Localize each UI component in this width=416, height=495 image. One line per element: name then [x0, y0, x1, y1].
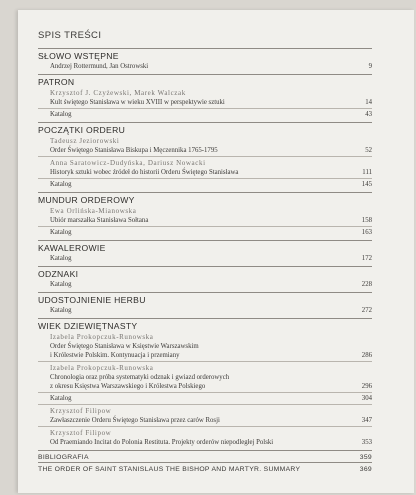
- catalog-entry: [38, 392, 372, 403]
- section-heading: [38, 465, 372, 474]
- page-number: 296: [361, 383, 372, 390]
- entry-title: Katalog: [50, 281, 72, 288]
- page-number: 158: [361, 217, 372, 224]
- entry-title: Katalog: [50, 395, 72, 402]
- page-number: 353: [361, 439, 372, 446]
- entry-title: z okresu Księstwa Warszawskiego i Królestwa Polskiego: [50, 383, 206, 390]
- entry-line: [50, 382, 372, 391]
- toc-section: [38, 450, 372, 462]
- catalog-entry: [38, 306, 372, 315]
- page-number: 43: [365, 111, 372, 118]
- page-number: 145: [361, 181, 372, 188]
- entry-line: [50, 394, 372, 403]
- toc-section: [38, 192, 372, 240]
- toc-entry: [38, 156, 372, 177]
- toc-title: SPIS TREŚCI: [38, 30, 102, 41]
- page-number: 286: [361, 352, 372, 359]
- page-number: 163: [361, 229, 372, 236]
- section-heading: UDOSTOJNIENIE HERBU: [38, 295, 146, 305]
- entry-author: Anna Saratowicz-Dudyńska, Dariusz Nowacki: [50, 159, 206, 167]
- catalog-entry: [38, 178, 372, 189]
- section-heading: [38, 453, 372, 462]
- section-heading: SŁOWO WSTĘPNE: [38, 51, 119, 61]
- section-heading: WIEK DZIEWIĘTNASTY: [38, 321, 138, 331]
- entry-line: [50, 228, 372, 237]
- toc-section: [38, 240, 372, 266]
- toc-entry: [38, 404, 372, 425]
- toc-section: [38, 122, 372, 192]
- page-number: 111: [362, 169, 372, 176]
- entry-line: [50, 146, 372, 155]
- section-heading-text: THE ORDER OF SAINT STANISLAUS THE BISHOP AND MARTYR. SUMMARY: [38, 466, 301, 473]
- entry-title: Od Praemiando Incitat do Polonia Restituta. Projekty orderów niepodległej Polski: [50, 439, 274, 446]
- entry-title: Katalog: [50, 111, 72, 118]
- page-number: 369: [359, 466, 372, 473]
- entry-line: [50, 254, 372, 263]
- entry-author: Krzysztof Filipow: [50, 429, 112, 437]
- entry-title: Chronologia oraz próba systematyki odznak i gwiazd orderowych: [50, 374, 230, 381]
- entry-line: [50, 373, 372, 382]
- entry-author: Krzysztof J. Czyżewski, Marek Walczak: [50, 89, 186, 97]
- page-number: 272: [361, 307, 372, 314]
- catalog-entry: [38, 108, 372, 119]
- entry-line: [50, 306, 372, 315]
- entry-author: Ewa Orlińska-Mianowska: [50, 207, 137, 215]
- entry-line: [50, 110, 372, 119]
- catalog-entry: [38, 226, 372, 237]
- entry-line: [50, 438, 372, 447]
- catalog-entry: [38, 254, 372, 263]
- toc-entry: [38, 206, 372, 225]
- page-number: 359: [359, 454, 372, 461]
- entry-title: i Królestwie Polskim. Kontynuacja i przemiany: [50, 352, 180, 359]
- entry-author: Krzysztof Filipow: [50, 407, 112, 415]
- entry-title: Ubiór marszałka Stanisława Sołtana: [50, 217, 149, 224]
- entry-title: Order Świętego Stanisława Biskupa i Męczennika 1765-1795: [50, 147, 218, 154]
- entry-title: Zawłaszczenie Orderu Świętego Stanisława przez carów Rosji: [50, 417, 220, 424]
- entry-title: Kult świętego Stanisława w wieku XVIII w perspektywie sztuki: [50, 99, 225, 106]
- toc-entry: [38, 62, 372, 71]
- toc-section: [38, 266, 372, 292]
- toc-entry: [38, 332, 372, 360]
- toc-section: [38, 48, 372, 74]
- page-number: 172: [361, 255, 372, 262]
- entry-line: [50, 180, 372, 189]
- page-number: 9: [368, 63, 372, 70]
- entry-line: [50, 342, 372, 351]
- entry-title: Andrzej Rottermund, Jan Ostrowski: [50, 63, 149, 70]
- toc-section: [38, 292, 372, 318]
- entry-author: Tadeusz Jeziorowski: [50, 137, 120, 145]
- section-heading: POCZĄTKI ORDERU: [38, 125, 126, 135]
- entry-title: Historyk sztuki wobec źródeł do historii Orderu Świętego Stanisława: [50, 169, 239, 176]
- toc-entry: [38, 361, 372, 391]
- book-page: [18, 10, 414, 493]
- table-of-contents: [38, 30, 372, 474]
- page-number: 347: [361, 417, 372, 424]
- page-number: 228: [361, 281, 372, 288]
- entry-title: Katalog: [50, 255, 72, 262]
- page-number: 52: [365, 147, 372, 154]
- entry-line: [50, 216, 372, 225]
- entry-title: Katalog: [50, 181, 72, 188]
- entry-line: [50, 280, 372, 289]
- toc-entry: [38, 426, 372, 447]
- entry-line: [50, 416, 372, 425]
- toc-section: [38, 462, 372, 474]
- toc-section: [38, 74, 372, 122]
- section-heading-text: BIBLIOGRAFIA: [38, 454, 89, 461]
- page-number: 14: [365, 99, 372, 106]
- entry-author: Izabela Prokopczuk-Runowska: [50, 333, 154, 341]
- toc-section: [38, 318, 372, 450]
- entry-line: [50, 168, 372, 177]
- toc-entry: [38, 88, 372, 107]
- entry-title: Katalog: [50, 229, 72, 236]
- section-heading: ODZNAKI: [38, 269, 79, 279]
- section-heading: KAWALEROWIE: [38, 243, 106, 253]
- section-heading: PATRON: [38, 77, 75, 87]
- entry-author: Izabela Prokopczuk-Runowska: [50, 364, 154, 372]
- section-heading: MUNDUR ORDEROWY: [38, 195, 135, 205]
- toc-sections: [38, 48, 372, 474]
- entry-line: [50, 351, 372, 360]
- catalog-entry: [38, 280, 372, 289]
- entry-title: Katalog: [50, 307, 72, 314]
- toc-entry: [38, 136, 372, 155]
- entry-line: [50, 62, 372, 71]
- entry-line: [50, 98, 372, 107]
- entry-title: Order Świętego Stanisława w Księstwie Warszawskim: [50, 343, 199, 350]
- page-number: 304: [361, 395, 372, 402]
